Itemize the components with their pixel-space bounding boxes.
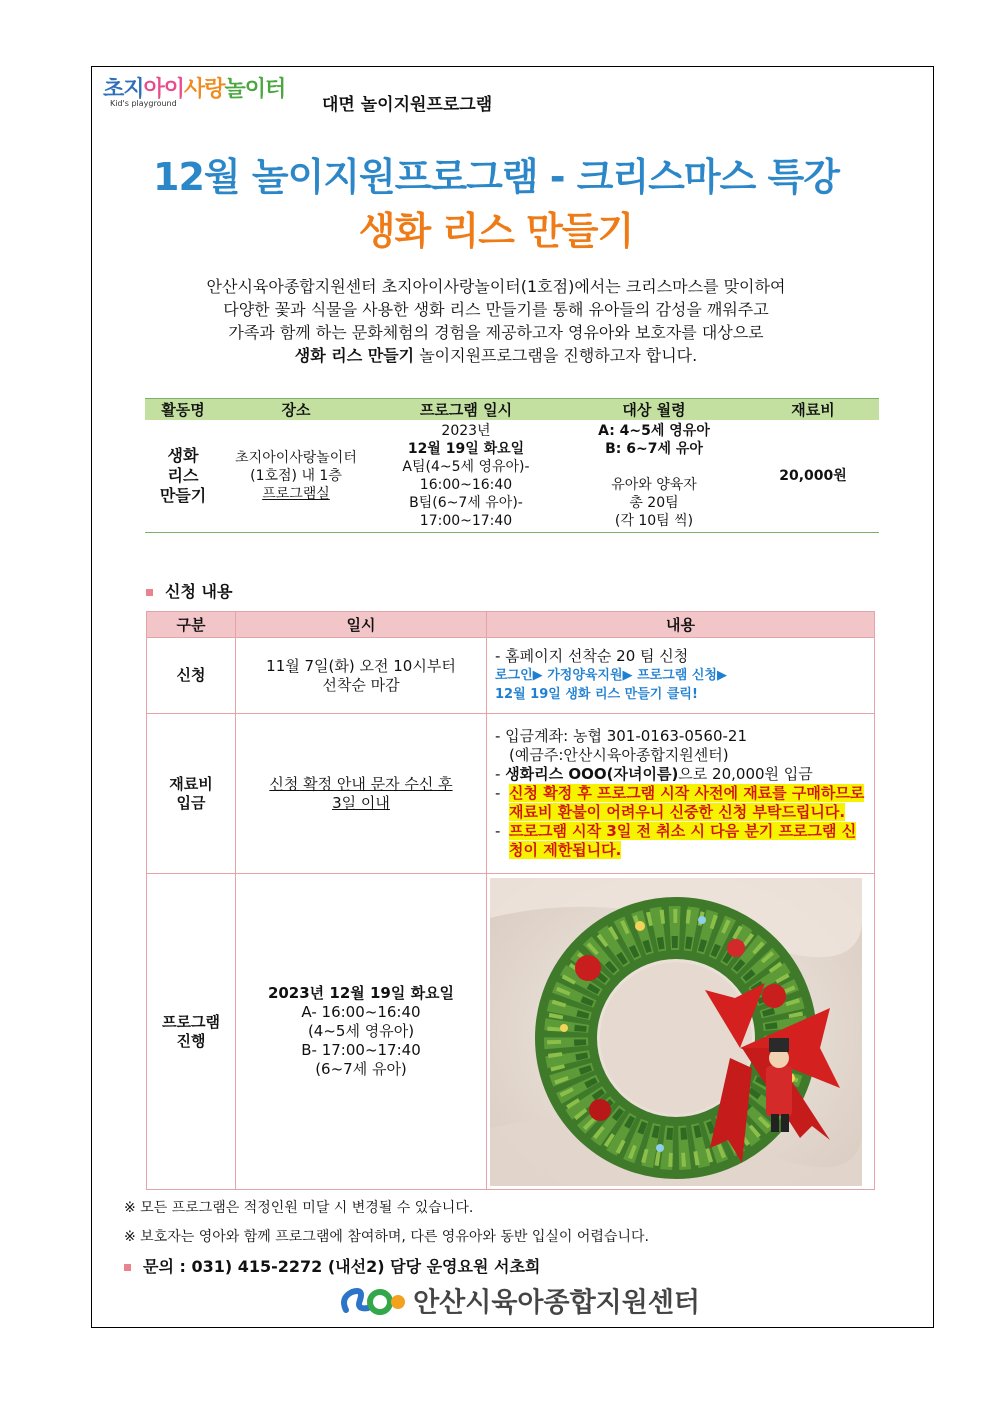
datetime-line: B팀(6~7세 유아)- — [409, 495, 523, 511]
apply-row — [147, 874, 875, 1190]
header-cell: 재료비 — [747, 399, 879, 421]
datetime-line: 17:00~17:40 — [419, 513, 513, 529]
header-cell: 대상 월령 — [561, 399, 747, 421]
intro-bold: 생화 리스 만들기 — [294, 346, 415, 365]
header-cell: 구분 — [147, 612, 236, 638]
label-line: 진행 — [176, 1031, 206, 1050]
row-label — [147, 714, 236, 874]
date-line: B- 17:00~17:40 — [301, 1041, 421, 1059]
homepage-apply-link[interactable]: 12월 19일 생화 리스 만들기 클릭! — [495, 687, 698, 702]
christmas-wreath-photo — [490, 878, 862, 1186]
homepage-path-link[interactable]: 로그인▶ 가정양육지원▶ 프로그램 신청▶ — [495, 668, 727, 683]
sub-title: 생화 리스 만들기 — [358, 209, 634, 253]
target-line: 총 20팀 — [629, 495, 679, 511]
label-line: 입금 — [176, 793, 206, 812]
datetime-line: A팀(4~5세 영유아)- — [402, 459, 530, 475]
datetime-line: 2023년 — [441, 423, 491, 439]
activity-fee: 20,000원 — [747, 420, 879, 533]
date-line: (6~7세 유아) — [315, 1060, 407, 1078]
date-line: (4~5세 영유아) — [307, 1022, 415, 1040]
square-bullet-icon — [146, 589, 153, 596]
apply-section-title: 신청 내용 — [165, 582, 233, 601]
label-line: 프로그램 — [162, 1012, 220, 1031]
row-date — [236, 638, 487, 714]
row-date — [236, 874, 487, 1190]
row-date — [236, 714, 487, 874]
summary-header-row — [145, 399, 879, 421]
intro-line: 다양한 꽃과 식물을 사용한 생화 리스 만들기를 통해 유아들의 감성을 깨워주고 — [223, 300, 769, 319]
note-minimum: ※ 모든 프로그램은 적정인원 미달 시 변경될 수 있습니다. — [124, 1200, 474, 1216]
org-name: 안산시육아종합지원센터 — [413, 1287, 700, 1319]
header-cell: 프로그램 일시 — [371, 399, 561, 421]
row-label: 신청 — [147, 638, 236, 714]
apply-table — [146, 611, 875, 1190]
section-title: 대면 놀이지원프로그램 — [322, 95, 493, 115]
header-cell: 일시 — [236, 612, 487, 638]
header-cell: 장소 — [221, 399, 371, 421]
square-bullet-icon — [124, 1264, 131, 1271]
refund-warning: 신청 확정 후 프로그램 시작 사전에 재료를 구매하므로 재료비 환불이 어려우니 신중한 신청 부탁드립니다. — [509, 784, 865, 821]
intro-line: 가족과 함께 하는 문화체험의 경험을 제공하고자 영유아와 보호자를 대상으로 — [228, 323, 764, 342]
place-line: 프로그램실 — [262, 486, 330, 502]
account-line: - 입금계좌: 농협 301-0163-0560-21 — [495, 727, 748, 745]
warning-item: - 신청 확정 후 프로그램 시작 사전에 재료를 구매하므로 재료비 환불이 어려우니 신중한 신청 부탁드립니다. — [495, 784, 865, 821]
apply-section-heading — [146, 579, 232, 602]
playground-logo: 초지아이사랑놀이터 — [103, 77, 286, 102]
date-line: 선착순 마감 — [322, 675, 400, 694]
target-line: A: 4~5세 영유아 — [598, 423, 710, 439]
intro-rest: 놀이지원프로그램을 진행하고자 합니다. — [414, 346, 698, 365]
warning-item: - 프로그램 시작 3일 전 취소 시 다음 분기 프로그램 신청이 제한됩니다. — [495, 822, 857, 859]
summary-row — [145, 420, 879, 533]
place-line: 초지아이사랑놀이터 — [235, 450, 357, 466]
main-title: 12월 놀이지원프로그램 - 크리스마스 특강 — [153, 155, 839, 199]
deposit-line: - 생화리스 OOO(자녀이름)으로 20,000원 입금 — [495, 765, 813, 783]
org-emblem-icon — [338, 1280, 408, 1320]
org-logo — [338, 1280, 700, 1320]
target-line: (각 10팀 씩) — [614, 513, 694, 529]
header-cell: 내용 — [487, 612, 875, 638]
activity-name-line: 생화 — [167, 446, 199, 465]
date-line: 2023년 12월 19일 화요일 — [267, 984, 455, 1002]
note-guardian: ※ 보호자는 영아와 함께 프로그램에 참여하며, 다른 영유아와 동반 입실이 어렵습니다. — [124, 1229, 649, 1245]
activity-target — [561, 420, 747, 533]
summary-table — [145, 398, 879, 533]
header-cell: 활동명 — [145, 399, 221, 421]
target-spacer — [561, 458, 747, 476]
label-line: 재료비 — [169, 774, 213, 793]
account-holder: (예금주:안산시육아종합지원센터) — [509, 746, 729, 764]
content-line: - 홈페이지 선착순 20 팀 신청 — [495, 647, 689, 665]
place-line: (1호점) 내 1층 — [250, 468, 342, 484]
wreath-photo-cell — [487, 874, 875, 1190]
cancel-warning: 프로그램 시작 3일 전 취소 시 다음 분기 프로그램 신청이 제한됩니다. — [509, 822, 857, 859]
logo-subtitle: Kid's playground — [110, 99, 177, 108]
activity-name-line: 리스 — [167, 466, 199, 485]
datetime-line: 16:00~16:40 — [419, 477, 513, 493]
apply-row — [147, 638, 875, 714]
apply-header-row — [147, 612, 875, 638]
deposit-amount: 으로 20,000원 입금 — [678, 765, 813, 783]
target-line: B: 6~7세 유아 — [605, 441, 703, 457]
apply-row — [147, 714, 875, 874]
target-line: 유아와 양육자 — [611, 477, 697, 493]
date-line: 신청 확정 안내 문자 수신 후 — [269, 774, 453, 793]
contact-text: 문의 : 031) 415-2272 (내선2) 담당 운영요원 서초희 — [143, 1257, 541, 1276]
intro-line: 안산시육아종합지원센터 초지아이사랑놀이터(1호점)에서는 크리스마스를 맞이하여 — [206, 277, 786, 296]
contact-info — [124, 1254, 540, 1277]
activity-name-line: 만들기 — [159, 486, 207, 505]
deposit-name: 생화리스 OOO(자녀이름) — [505, 765, 679, 783]
activity-name — [145, 420, 221, 533]
activity-datetime — [371, 420, 561, 533]
date-line: 11월 7일(화) 오전 10시부터 — [266, 656, 456, 675]
intro-paragraph — [150, 275, 842, 367]
date-line: A- 16:00~16:40 — [301, 1003, 421, 1021]
row-content — [487, 638, 875, 714]
wreath-image — [490, 878, 862, 1186]
row-label — [147, 874, 236, 1190]
activity-place — [221, 420, 371, 533]
datetime-line: 12월 19일 화요일 — [407, 441, 525, 457]
intro-line — [150, 344, 842, 367]
row-content — [487, 714, 875, 874]
date-line: 3일 이내 — [332, 793, 390, 812]
